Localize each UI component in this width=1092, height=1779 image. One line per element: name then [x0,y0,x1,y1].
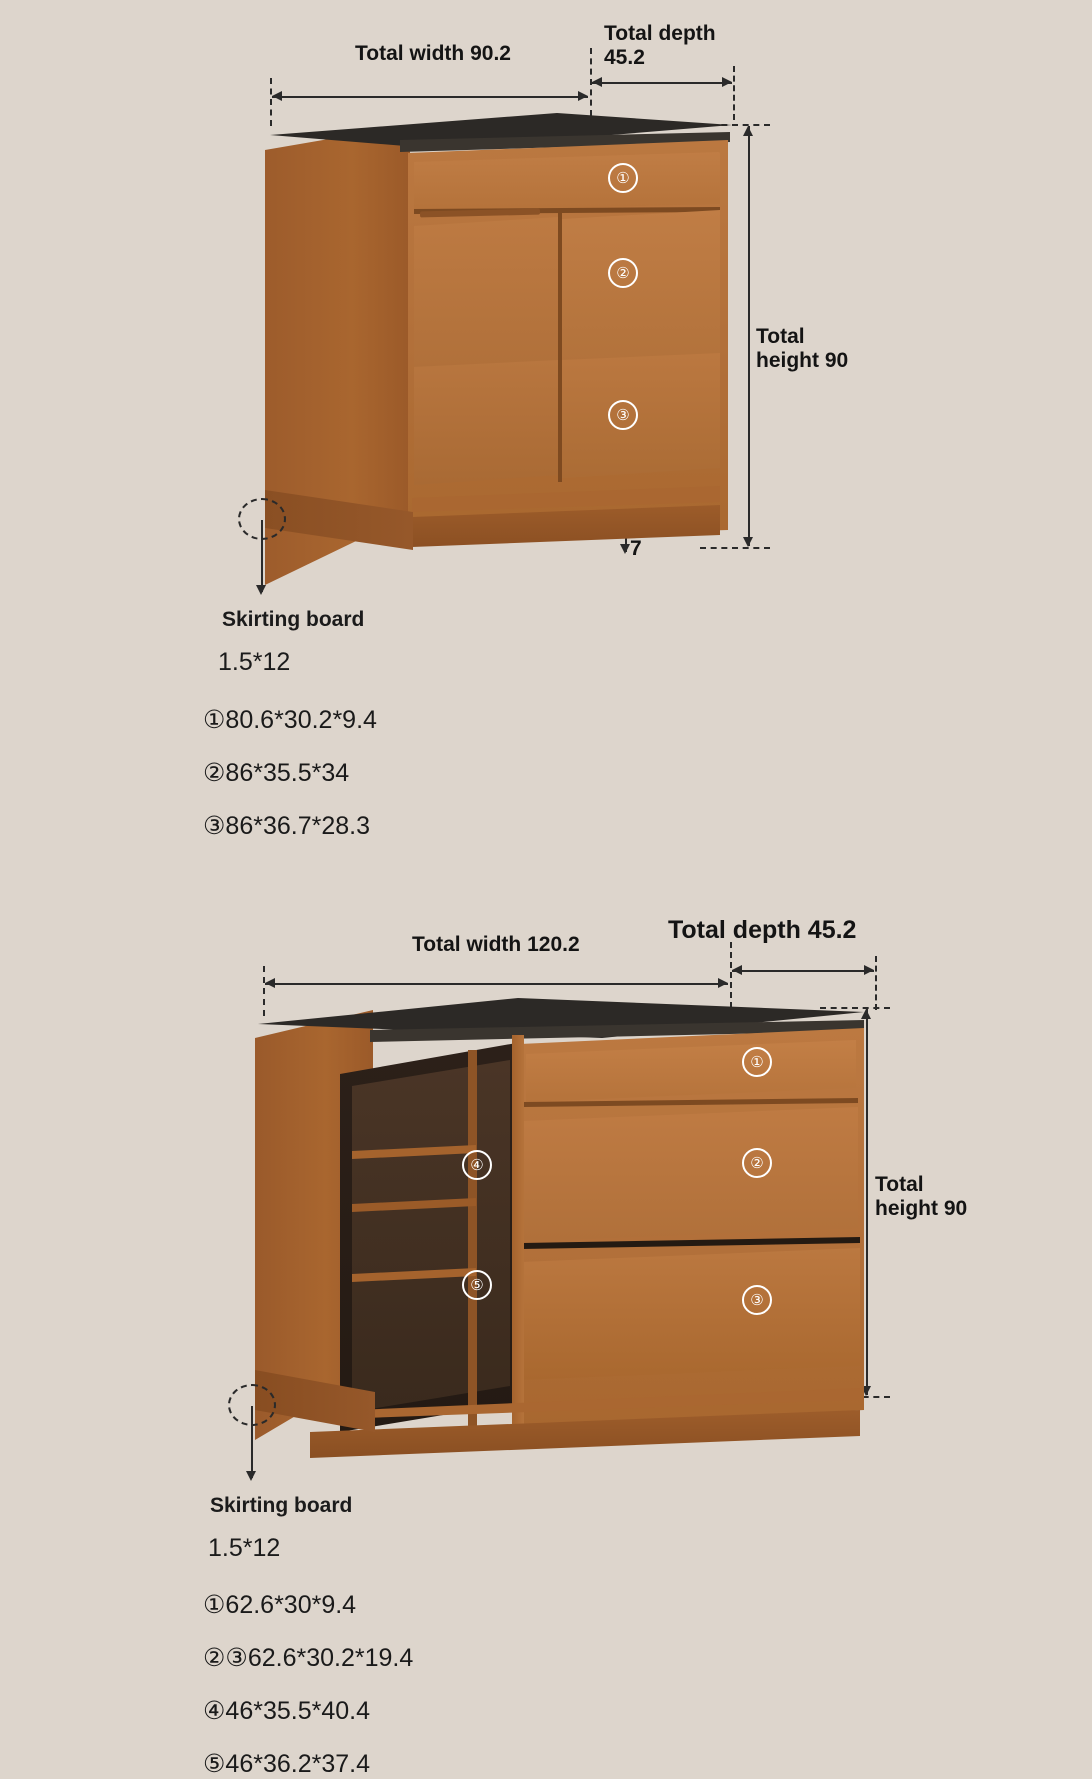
depth-arrow-left-bottom [732,965,742,975]
cabinet-door-right-lower-top [562,353,720,478]
door-split-line-top [558,212,562,482]
spec-line-4-bottom: ⑤46*36.2*37.4 [203,1750,370,1778]
depth-dimension-line-bottom [732,970,874,972]
total-height-label-bottom-line1: Total [875,1173,924,1196]
depth-arrow-right-bottom [864,965,874,975]
depth-tick-right-top [733,66,735,120]
skirting-leader-line-bottom [251,1406,253,1478]
width-arrow-left-top [272,91,282,101]
total-depth-label-top-line2: 45.2 [604,46,645,69]
cabinet-drawer-2-bottom [524,1107,858,1242]
height-dimension-line-bottom [866,1009,868,1395]
callout-3-top: ③ [608,400,638,430]
width-arrow-right-top [578,91,588,101]
spec-line-2-top: ②86*35.5*34 [203,759,350,787]
height-guide-top-lower [700,547,770,549]
skirting-value-bottom: 1.5*12 [208,1534,281,1562]
spec-line-3-top: ③86*36.7*28.3 [203,812,370,840]
spec-line-1-bottom: ①62.6*30*9.4 [203,1591,357,1619]
height-guide-bottom-upper [820,1007,890,1009]
height-dimension-line-top [748,126,750,546]
cabinet-cavity-divider-bottom [468,1050,477,1432]
total-height-label-top-line2: height 90 [756,349,849,372]
cabinet-door-right-upper-top [562,210,720,365]
skirting-title-top: Skirting board [222,608,365,631]
skirting-title-bottom: Skirting board [210,1494,353,1517]
plinth-arrow-down-top [620,544,630,554]
depth-arrow-right-top [722,77,732,87]
width-arrow-left-bottom [265,978,275,988]
total-depth-label-bottom: Total depth 45.2 [668,916,857,944]
depth-arrow-left-top [592,77,602,87]
callout-3-bottom: ③ [742,1285,772,1315]
depth-dimension-line-top [592,82,732,84]
skirting-leader-arrow-top [256,585,266,595]
width-tick-mid-bottom [730,942,732,1008]
total-height-label-bottom-line2: height 90 [875,1197,968,1220]
depth-tick-right-bottom [875,956,877,1010]
callout-5-bottom: ⑤ [462,1270,492,1300]
spec-line-1-top: ①80.6*30.2*9.4 [203,706,377,734]
skirting-leader-arrow-bottom [246,1471,256,1481]
skirting-value-top: 1.5*12 [218,648,291,676]
width-tick-left-bottom [263,966,265,1016]
callout-1-top: ① [608,163,638,193]
plinth-height-label-top: 7 [630,537,642,560]
height-arrow-up-top [743,126,753,136]
callout-4-bottom: ④ [462,1150,492,1180]
cabinet-door-left-lower-top [414,360,558,485]
skirting-leader-line-top [261,520,263,592]
total-depth-label-top-line1: Total depth [604,22,716,45]
cabinet-cavity-back-bottom [352,1060,510,1412]
callout-2-bottom: ② [742,1148,772,1178]
spec-line-3-bottom: ④46*35.5*40.4 [203,1697,370,1725]
callout-1-bottom: ① [742,1047,772,1077]
width-dimension-line-bottom [265,983,728,985]
cabinet-diagram-90 [0,0,1092,870]
callout-2-top: ② [608,258,638,288]
cabinet-drawer-1-top [414,152,720,212]
width-arrow-right-bottom [718,978,728,988]
cabinet-drawer-3-bottom [522,1248,860,1380]
total-width-label-bottom: Total width 120.2 [412,933,580,956]
cabinet-center-stile-bottom [512,1035,524,1435]
spec-line-2-bottom: ②③62.6*30.2*19.4 [203,1644,414,1672]
cabinet-door-left-upper-top [414,217,558,372]
height-arrow-up-bottom [861,1009,871,1019]
total-width-label-top: Total width 90.2 [355,42,511,65]
height-arrow-down-top [743,537,753,547]
width-tick-left-top [270,78,272,126]
width-dimension-line-top [272,96,588,98]
total-height-label-top-line1: Total [756,325,805,348]
cabinet-diagram-120 [0,870,1092,1778]
